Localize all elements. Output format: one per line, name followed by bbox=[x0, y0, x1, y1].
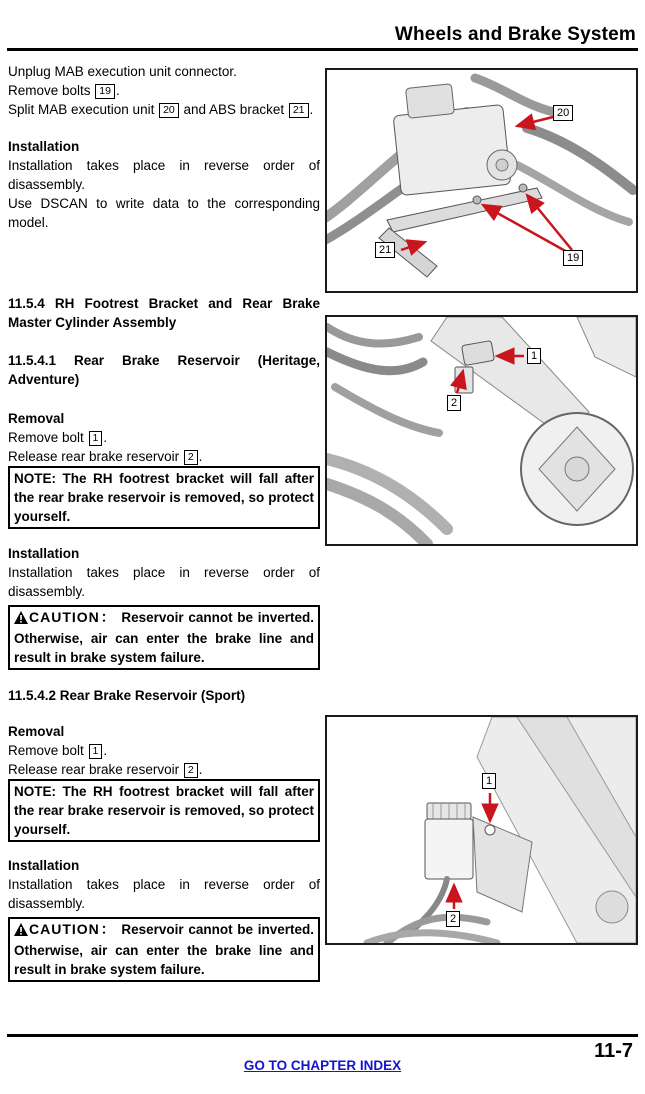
callout-label-2: 2 bbox=[447, 395, 461, 411]
remove-bolt-text: Remove bolt bbox=[8, 430, 88, 445]
sport-removal-heading: Removal bbox=[8, 724, 65, 739]
release-text: Release rear brake reservoir bbox=[8, 449, 183, 464]
footer-rule bbox=[7, 1034, 638, 1037]
chapter-index-link[interactable]: GO TO CHAPTER INDEX bbox=[243, 1058, 402, 1073]
warning-icon bbox=[14, 922, 28, 941]
callout-ref-2: 2 bbox=[184, 450, 198, 465]
mab-dscan-para: Use DSCAN to write data to the corresponding model. bbox=[8, 196, 320, 230]
callout-ref-1: 1 bbox=[89, 431, 103, 446]
callout-ref-19: 19 bbox=[95, 84, 115, 99]
instruction-unplug bbox=[8, 62, 320, 81]
callout-ref-21: 21 bbox=[289, 103, 309, 118]
remove-bolt-period: . bbox=[103, 430, 108, 445]
callout-ref-1: 1 bbox=[89, 744, 103, 759]
unplug-text: Unplug MAB execution unit connector. bbox=[8, 64, 237, 79]
mab-installation-heading: Installation bbox=[8, 139, 80, 154]
heritage-remove-bolt bbox=[8, 428, 320, 447]
sport-installation-heading: Installation bbox=[8, 858, 80, 873]
figure-rear-brake-reservoir-heritage bbox=[325, 315, 638, 546]
caution-label: CAUTION： bbox=[29, 609, 117, 625]
heritage-removal-heading: Removal bbox=[8, 411, 65, 426]
remove-bolts-text: Remove bolts bbox=[8, 83, 95, 98]
section-heading-11-5-4-1: 11.5.4.1 Rear Brake Reservoir (Heritage, Adventure) bbox=[8, 353, 320, 387]
remove-bolts-period: . bbox=[115, 83, 120, 98]
caution-label: CAUTION： bbox=[29, 921, 117, 937]
page-title: Wheels and Brake System bbox=[394, 24, 636, 45]
heritage-installation-heading: Installation bbox=[8, 546, 80, 561]
sport-caution-box bbox=[8, 917, 320, 982]
section-heading-11-5-4-2: 11.5.4.2 Rear Brake Reservoir (Sport) bbox=[8, 688, 246, 703]
instruction-remove-bolts bbox=[8, 81, 320, 100]
callout-ref-2: 2 bbox=[184, 763, 198, 778]
callout-ref-20: 20 bbox=[159, 103, 179, 118]
split-text: Split MAB execution unit bbox=[8, 102, 159, 117]
heritage-release-reservoir bbox=[8, 447, 320, 466]
caution-text: Reservoir cannot be inverted. Otherwise, air can enter the brake line and result in brake system failure. bbox=[14, 922, 314, 977]
sport-release-reservoir bbox=[8, 760, 320, 779]
warning-icon bbox=[14, 610, 28, 629]
instruction-split bbox=[8, 100, 320, 119]
mab-abs-illustration bbox=[327, 70, 636, 291]
release-text: Release rear brake reservoir bbox=[8, 762, 183, 777]
text-column bbox=[8, 62, 320, 982]
sport-installation-para: Installation takes place in reverse order of disassembly. bbox=[8, 877, 320, 911]
heritage-caution-box bbox=[8, 605, 320, 670]
page-number: 11-7 bbox=[594, 1040, 633, 1062]
split-mid-text: and ABS bracket bbox=[179, 102, 288, 117]
figure-mab-abs-unit bbox=[325, 68, 638, 293]
callout-label-1: 1 bbox=[527, 348, 541, 364]
sport-reservoir-illustration bbox=[327, 717, 636, 943]
caution-text: Reservoir cannot be inverted. Otherwise, air can enter the brake line and result in brake system failure. bbox=[14, 610, 314, 665]
callout-label-2: 2 bbox=[446, 911, 460, 927]
sport-note-box: NOTE: The RH footrest bracket will fall after the rear brake reservoir is removed, so protect yourself. bbox=[8, 779, 320, 842]
callout-label-19: 19 bbox=[563, 250, 583, 266]
callout-label-21: 21 bbox=[375, 242, 395, 258]
sport-remove-bolt bbox=[8, 741, 320, 760]
callout-label-1: 1 bbox=[482, 773, 496, 789]
header-rule bbox=[7, 48, 638, 51]
remove-bolt-period: . bbox=[103, 743, 108, 758]
heritage-reservoir-illustration bbox=[327, 317, 636, 544]
heritage-note-box: NOTE: The RH footrest bracket will fall after the rear brake reservoir is removed, so protect yourself. bbox=[8, 466, 320, 529]
release-period: . bbox=[198, 449, 203, 464]
remove-bolt-text: Remove bolt bbox=[8, 743, 88, 758]
heritage-installation-para: Installation takes place in reverse order of disassembly. bbox=[8, 565, 320, 599]
figure-rear-brake-reservoir-sport bbox=[325, 715, 638, 945]
split-period: . bbox=[309, 102, 314, 117]
callout-label-20: 20 bbox=[553, 105, 573, 121]
section-heading-11-5-4: 11.5.4 RH Footrest Bracket and Rear Brake Master Cylinder Assembly bbox=[8, 296, 320, 330]
release-period: . bbox=[198, 762, 203, 777]
mab-installation-para: Installation takes place in reverse order of disassembly. bbox=[8, 158, 320, 192]
